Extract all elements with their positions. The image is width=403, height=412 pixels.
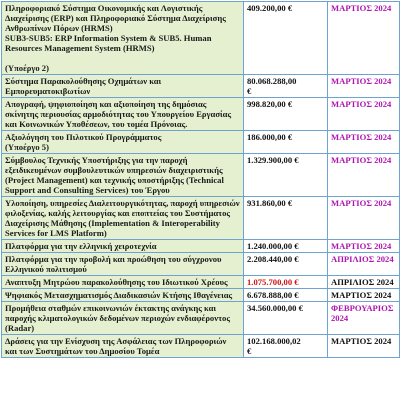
project-description-line: Σύστημα Παρακολούθησης Οχημάτων και — [5, 76, 162, 86]
project-description-line: σκίνητης περιουσίας αρμοδιότητας του Υπουργείου Εργασίας — [5, 109, 232, 119]
completion-date: ΜΑΡΤΙΟΣ 2024 — [331, 198, 392, 208]
budget-amount-line: 102.168.000,02 — [247, 336, 301, 346]
budget-amount: 931.860,00 € — [247, 198, 293, 208]
table-row — [2, 197, 400, 240]
budget-amount-cell — [244, 302, 328, 335]
budget-amount: 1.075.700,00 € — [247, 277, 299, 287]
budget-amount-cell — [244, 131, 328, 154]
project-description-line: Ελληνικού πολιτισμού — [5, 264, 87, 274]
table-row — [2, 240, 400, 253]
budget-amount: 409.200,00 € — [247, 3, 293, 13]
project-description-line: παροχής κλιματολογικών δεδομένων περιοχών ενδιαφέροντος — [5, 313, 230, 323]
project-description-cell — [2, 289, 244, 302]
budget-amount: 1.329.900,00 € — [247, 155, 299, 165]
project-description-line: Αξιολόγηση του Πιλοτικού Προγράμματος — [5, 132, 162, 142]
budget-amount-cell — [244, 154, 328, 197]
table-row — [2, 98, 400, 131]
project-description-cell — [2, 131, 244, 154]
project-description-line: (Project Management) και τεχνικής υποστήριξης (Technical — [5, 175, 224, 185]
budget-amount: 2.208.440,00 € — [247, 254, 299, 264]
project-description-cell — [2, 98, 244, 131]
table-row — [2, 335, 400, 358]
budget-amount-cell — [244, 75, 328, 98]
project-description-line: Support and Consulting Services) του Έργου — [5, 185, 170, 195]
projects-table-body — [2, 2, 400, 358]
project-description-line: και Κοινωνικών Υποθέσεων, του τομέα Πρόνοιας. — [5, 119, 188, 129]
completion-date: ΜΑΡΤΙΟΣ 2024 — [331, 132, 392, 142]
project-description-line: (Υποέργο 2) — [5, 63, 49, 73]
project-description-line: Διαχείρισης Μάθησης (Implementation & Interoperability — [5, 218, 220, 228]
table-row — [2, 302, 400, 335]
budget-amount-line: € — [247, 346, 252, 356]
budget-amount: 34.560.000,00 € — [247, 303, 303, 313]
completion-date: ΑΠΡΙΛΙΟΣ 2024 — [331, 277, 394, 287]
project-description-line: Προμήθεια σταθμών επικοινωνιών έκτακτης ανάγκης και — [5, 303, 217, 313]
project-description-line: Πλατφόρμα για την ελληνική χειροτεχνία — [5, 241, 157, 251]
completion-date-cell — [328, 240, 400, 253]
project-description-cell — [2, 2, 244, 75]
project-description-cell — [2, 276, 244, 289]
completion-date-cell — [328, 131, 400, 154]
project-description-cell — [2, 75, 244, 98]
completion-date-cell — [328, 154, 400, 197]
completion-date: ΜΑΡΤΙΟΣ 2024 — [331, 76, 392, 86]
project-description-line: Ανθρωπίνων Πόρων (HRMS) — [5, 23, 113, 33]
completion-date: ΜΑΡΤΙΟΣ 2024 — [331, 241, 392, 251]
budget-amount: 186.000,00 € — [247, 132, 293, 142]
completion-date-cell — [328, 335, 400, 358]
completion-date-cell — [328, 276, 400, 289]
project-description-line: Απογραφή, ψηφιοποίηση και αξιοποίηση της δημόσιας — [5, 99, 207, 109]
table-row — [2, 289, 400, 302]
completion-date: ΜΑΡΤΙΟΣ 2024 — [331, 336, 392, 346]
project-description-line: Πλατφόρμα για την προβολή και προώθηση του σύγχρονου — [5, 254, 222, 264]
project-description-line: Δράσεις για την Ενίσχυση της Ασφάλειας των Πληροφοριών — [5, 336, 227, 346]
budget-amount-cell — [244, 335, 328, 358]
completion-date-cell — [328, 2, 400, 75]
completion-date: ΑΠΡΙΛΙΟΣ 2024 — [331, 254, 394, 264]
project-description-line — [5, 53, 241, 63]
project-description-line: Αναπτυξη Μητρώου παρακολούθησης του Ιδιωτικού Χρέους — [5, 277, 228, 287]
project-description-cell — [2, 240, 244, 253]
budget-amount: 6.678.888,00 € — [247, 290, 299, 300]
project-description-line: Services for LMS Platform) — [5, 228, 107, 238]
project-description-line: (Radar) — [5, 323, 35, 333]
project-description-line: Εμπορευματοκιβωτίων — [5, 86, 91, 96]
project-description-cell — [2, 253, 244, 276]
completion-date-cell — [328, 302, 400, 335]
completion-date-cell — [328, 98, 400, 131]
table-row — [2, 2, 400, 75]
table-row — [2, 131, 400, 154]
budget-amount-line: 80.068.288,00 — [247, 76, 297, 86]
budget-amount-cell — [244, 240, 328, 253]
budget-amount-line: € — [247, 86, 252, 96]
project-description-line: Σύμβουλος Τεχνικής Υποστήριξης για την παροχή — [5, 155, 188, 165]
budget-amount-cell — [244, 197, 328, 240]
project-description-line: και των Συστημάτων του Δημοσίου Τομέα — [5, 346, 160, 356]
table-row — [2, 253, 400, 276]
project-description-line: εξειδικευμένων συμβουλευτικών υπηρεσιών διαχειριστικής — [5, 165, 223, 175]
project-description-cell — [2, 335, 244, 358]
project-description-line: Υλοποίηση, υπηρεσίες Διαλειτουργικότητας, παροχή υπηρεσιών — [5, 198, 240, 208]
project-description-cell — [2, 197, 244, 240]
completion-date-cell — [328, 197, 400, 240]
project-description-line: Διαχείρισης (ERP) και Πληροφοριακό Σύστημα Διαχείρισης — [5, 13, 226, 23]
budget-amount: 1.240.000,00 € — [247, 241, 299, 251]
budget-amount: 998.820,00 € — [247, 99, 293, 109]
project-description-cell — [2, 154, 244, 197]
completion-date: ΜΑΡΤΙΟΣ 2024 — [331, 99, 392, 109]
completion-date: ΜΑΡΤΙΟΣ 2024 — [331, 3, 392, 13]
budget-amount-cell — [244, 276, 328, 289]
completion-date-line: ΦΕΒΡΟΥΑΡΙΟΣ — [331, 303, 394, 313]
project-description-line: SUB3-SUB5: ERP Information System & SUB5. Human — [5, 33, 212, 43]
budget-amount-cell — [244, 289, 328, 302]
project-description-line: φιλοξενίας, καλής λειτουργίας και εποπτείας του Συστήματος — [5, 208, 230, 218]
completion-date-line: 2024 — [331, 313, 349, 323]
completion-date-cell — [328, 253, 400, 276]
table-row — [2, 75, 400, 98]
project-description-line: Resources Management System (HRMS) — [5, 43, 155, 53]
table-row — [2, 154, 400, 197]
table-row — [2, 276, 400, 289]
completion-date-cell — [328, 75, 400, 98]
project-description-cell — [2, 302, 244, 335]
budget-amount-cell — [244, 253, 328, 276]
project-description-line: Ψηφιακός Μετασχηματισμός Διαδικασιών Κτήσης Ιθαγένειας — [5, 290, 233, 300]
projects-table — [1, 1, 400, 358]
budget-amount-cell — [244, 98, 328, 131]
completion-date: ΜΑΡΤΙΟΣ 2024 — [331, 155, 392, 165]
completion-date-cell — [328, 289, 400, 302]
project-description-line: (Υποέργο 5) — [5, 142, 49, 152]
completion-date: ΜΑΡΤΙΟΣ 2024 — [331, 290, 392, 300]
budget-amount-cell — [244, 2, 328, 75]
project-description-line: Πληροφοριακό Σύστημα Οικονομικής και Λογιστικής — [5, 3, 203, 13]
